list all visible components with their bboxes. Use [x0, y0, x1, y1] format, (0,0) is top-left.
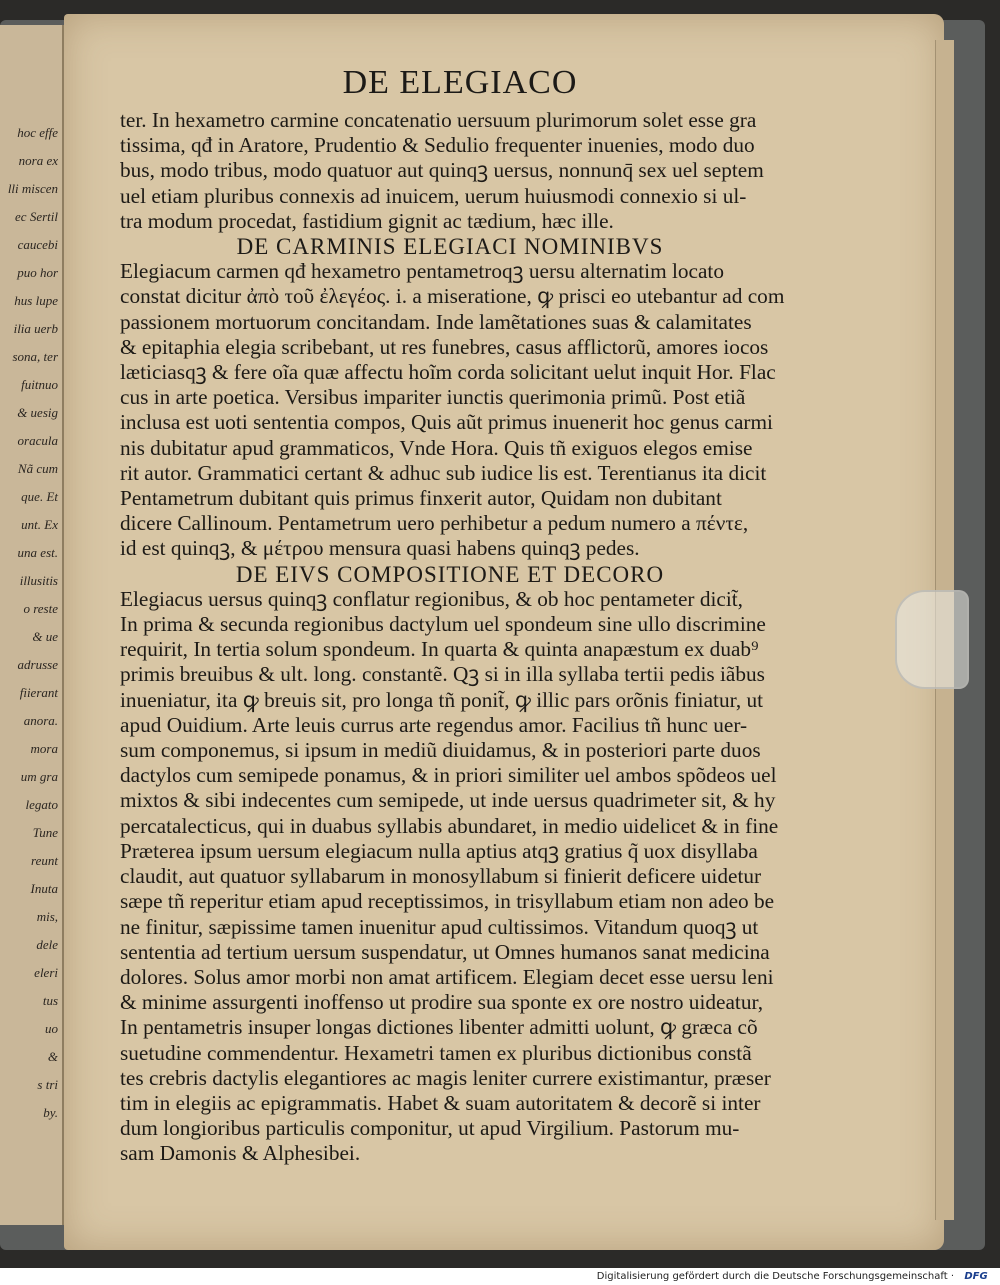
text-line: & minime assurgenti inoffenso ut prodire sua sponte ex ore nostro uideatur,	[120, 990, 764, 1015]
left-page-text-fragment: Inuta	[30, 881, 58, 896]
text-line: In prima & secunda regionibus dactylum uel spondeum sine ullo discrimine	[120, 612, 766, 637]
text-line: bus, modo tribus, modo quatuor aut quinqꝫ uersus, nonnunq̄ sex uel septem	[120, 158, 764, 183]
text-line: ter. In hexametro carmine concatenatio uersuum plurimorum solet esse gra	[120, 108, 757, 132]
text-line: sententia ad tertium uersum suspendatur, ut Omnes humanos sanat medicina	[120, 939, 770, 964]
left-page-text-fragment: dele	[36, 937, 58, 952]
text-line: suetudine commendentur. Hexametri tamen ex pluribus dictionibus constã	[120, 1040, 752, 1065]
left-page-text-fragment: que. Et	[21, 489, 58, 504]
text-line: id est quinqꝫ, & μέτρου mensura quasi habens quinqꝫ pedes.	[120, 536, 640, 561]
text-line: Præterea ipsum uersum elegiacum nulla aptius atqꝫ gratius q̃ uox disyllaba	[120, 838, 758, 863]
text-line: sæpe tñ reperitur etiam apud receptissimos, in trisyllabum etiam non adeo be	[120, 889, 775, 914]
text-line: dicere Callinoum. Pentametrum uero perhibetur a pedum numero a πέντε,	[120, 511, 749, 536]
left-page-text-fragment: mis,	[36, 909, 58, 924]
left-page-text-fragment: um gra	[20, 769, 58, 784]
left-page-text-fragment: nora ex	[18, 153, 58, 168]
text-line: nis dubitatur apud grammaticos, Vnde Hora. Quis tñ exiguos elegos emise	[120, 435, 753, 460]
running-header: DE ELEGIACO	[342, 64, 578, 101]
left-page-text-fragment: Tune	[32, 825, 58, 840]
text-line: Elegiacus uersus quinqꝫ conflatur regionibus, & ob hoc pentameter dicit̃,	[120, 586, 744, 611]
text-line: tra modum procedat, fastidium gignit ac tædium, hæc ille.	[120, 208, 614, 233]
text-line: rit autor. Grammatici certant & adhuc sub iudice lis est. Terentianus ita dicit	[120, 460, 767, 485]
left-page-text-fragment: fuitnuo	[21, 377, 58, 392]
left-page-text-fragment: ec Sertil	[15, 209, 58, 224]
left-page-text-fragment: illusitis	[19, 573, 58, 588]
left-page-text-fragment: & uesig	[17, 405, 58, 420]
left-page-text-fragment: hus lupe	[14, 293, 58, 308]
text-line: In pentametris insuper longas dictiones libenter admitti uolunt, ꝙ græca cõ	[120, 1015, 758, 1040]
text-line: tes crebris dactylis elegantiores ac magis leniter currere existimantur, præser	[120, 1065, 771, 1090]
text-line: inueniatur, ita ꝙ breuis sit, pro longa tñ ponit̃, ꝙ illic pars orõnis finiatur, ut	[120, 687, 764, 712]
section-heading: DE EIVS COMPOSITIONE ET DECORO	[235, 561, 665, 587]
text-line: tissima, qđ in Aratore, Prudentio & Sedulio frequenter inuenies, modo duo	[120, 133, 755, 158]
left-page-text-fragment: tus	[42, 993, 58, 1008]
left-page-text-fragment: sona, ter	[12, 349, 58, 364]
left-page-text-fragment: &	[47, 1049, 58, 1064]
text-line: passionem mortuorum concitandam. Inde lamẽtationes suas & calamitates	[120, 309, 752, 334]
text-line: primis breuibus & ult. long. constantẽ. Qꝫ si in illa syllaba tertii pedis iãbus	[120, 662, 765, 687]
left-page-text-fragment: caucebi	[17, 237, 58, 252]
text-line: tim in elegiis ac epigrammatis. Habet & suam autoritatem & decorẽ si inter	[120, 1090, 761, 1115]
text-line: dum longioribus particulis componitur, ut apud Virgilium. Pastorum mu-	[120, 1116, 740, 1141]
left-page-text-fragment: ilia uerb	[13, 321, 58, 336]
text-line: constat dicitur ἀπὸ τοῦ ἐλεγέος. i. a miseratione, ꝙ prisci eo utebantur ad com	[120, 284, 785, 309]
left-page-text-fragment: by.	[43, 1105, 58, 1120]
text-line: & epitaphia elegia scribebant, ut res funebres, casus afflictorũ, amores iocos	[120, 334, 769, 359]
left-page-text-fragment: puo hor	[17, 265, 58, 280]
left-page-text-fragment: mora	[30, 741, 58, 756]
text-line: requirit, In tertia solum spondeum. In quarta & quinta anapæstum ex duab⁹	[120, 637, 759, 662]
text-line: Elegiacum carmen qđ hexametro pentametroqꝫ uersu alternatim locato	[120, 259, 724, 284]
text-line: dolores. Solus amor morbi non amat artificem. Elegiam decet esse uersu leni	[120, 964, 774, 989]
left-page-text-fragment: adrusse	[17, 657, 58, 672]
left-page-text-fragment: o reste	[23, 601, 58, 616]
text-line: cus in arte poetica. Versibus impariter iunctis querimonia primũ. Post etiã	[120, 385, 746, 410]
text-line: sam Damonis & Alphesibei.	[120, 1141, 361, 1166]
text-line: mixtos & sibi indecentes cum semipede, ut inde uersus quadrimeter sit, & hy	[120, 788, 776, 813]
left-page-text-fragment: una est.	[17, 545, 58, 560]
page-body	[120, 108, 785, 1167]
text-line: percatalecticus, qui in duabus syllabis abundaret, in medio uidelicet & in fine	[120, 813, 779, 838]
text-line: ne finitur, sæpissime tamen inuenitur apud cultissimos. Vitandum quoqꝫ ut	[120, 914, 759, 939]
text-line: apud Ouidium. Arte leuis currus arte regendus amor. Facilius tñ hunc uer-	[120, 712, 748, 737]
text-line: inclusa est uoti sententia compos, Quis aũt primus inuenerit hoc genus carmi	[120, 410, 773, 435]
left-page-text-fragment: hoc effe	[17, 125, 58, 140]
left-page-text-fragment: oracula	[17, 433, 58, 448]
text-line: dactylos cum semipede ponamus, & in priori similiter uel ambos spõdeos uel	[120, 763, 777, 788]
left-page-text-fragment: uo	[45, 1021, 58, 1036]
left-page-text-fragment: anora.	[23, 713, 58, 728]
left-page-text-fragment: reunt	[31, 853, 58, 868]
left-page-text-fragment: unt. Ex	[21, 517, 58, 532]
text-line: uel etiam pluribus connexis ad inuicem, uerum huiusmodi connexio si ul-	[120, 183, 747, 208]
left-page-text-fragment: & ue	[32, 629, 58, 644]
left-page-text-fragment: legato	[25, 797, 58, 812]
text-line: claudit, aut quatuor syllabarum in monosyllabum si finierit deficere uidetur	[120, 864, 762, 889]
funding-credit: Digitalisierung gefördert durch die Deutsche Forschungsgemeinschaft ·	[596, 1271, 954, 1282]
left-page-text-fragment: lli miscen	[7, 181, 58, 196]
left-page-text-fragment: fiierant	[19, 685, 58, 700]
left-page-text-fragment: Nã cum	[17, 461, 58, 476]
text-line: Pentametrum dubitant quis primus finxerit autor, Quidam non dubitant	[120, 486, 722, 511]
text-line: læticiasqꝫ & fere oĩa quæ affectu hoĩm corda solicitant uelut inquit Hor. Flac	[120, 360, 776, 385]
left-page-text-fragment: eleri	[34, 965, 58, 980]
left-page-fragment	[0, 25, 64, 1225]
section-heading: DE CARMINIS ELEGIACI NOMINIBVS	[236, 234, 664, 260]
left-page-text-fragment: s tri	[37, 1077, 58, 1092]
page-clip	[895, 590, 969, 689]
dfg-logo: DFG	[958, 1270, 994, 1283]
text-line: sum componemus, si ipsum in mediũ diuidamus, & in posteriori parte duos	[120, 738, 761, 763]
